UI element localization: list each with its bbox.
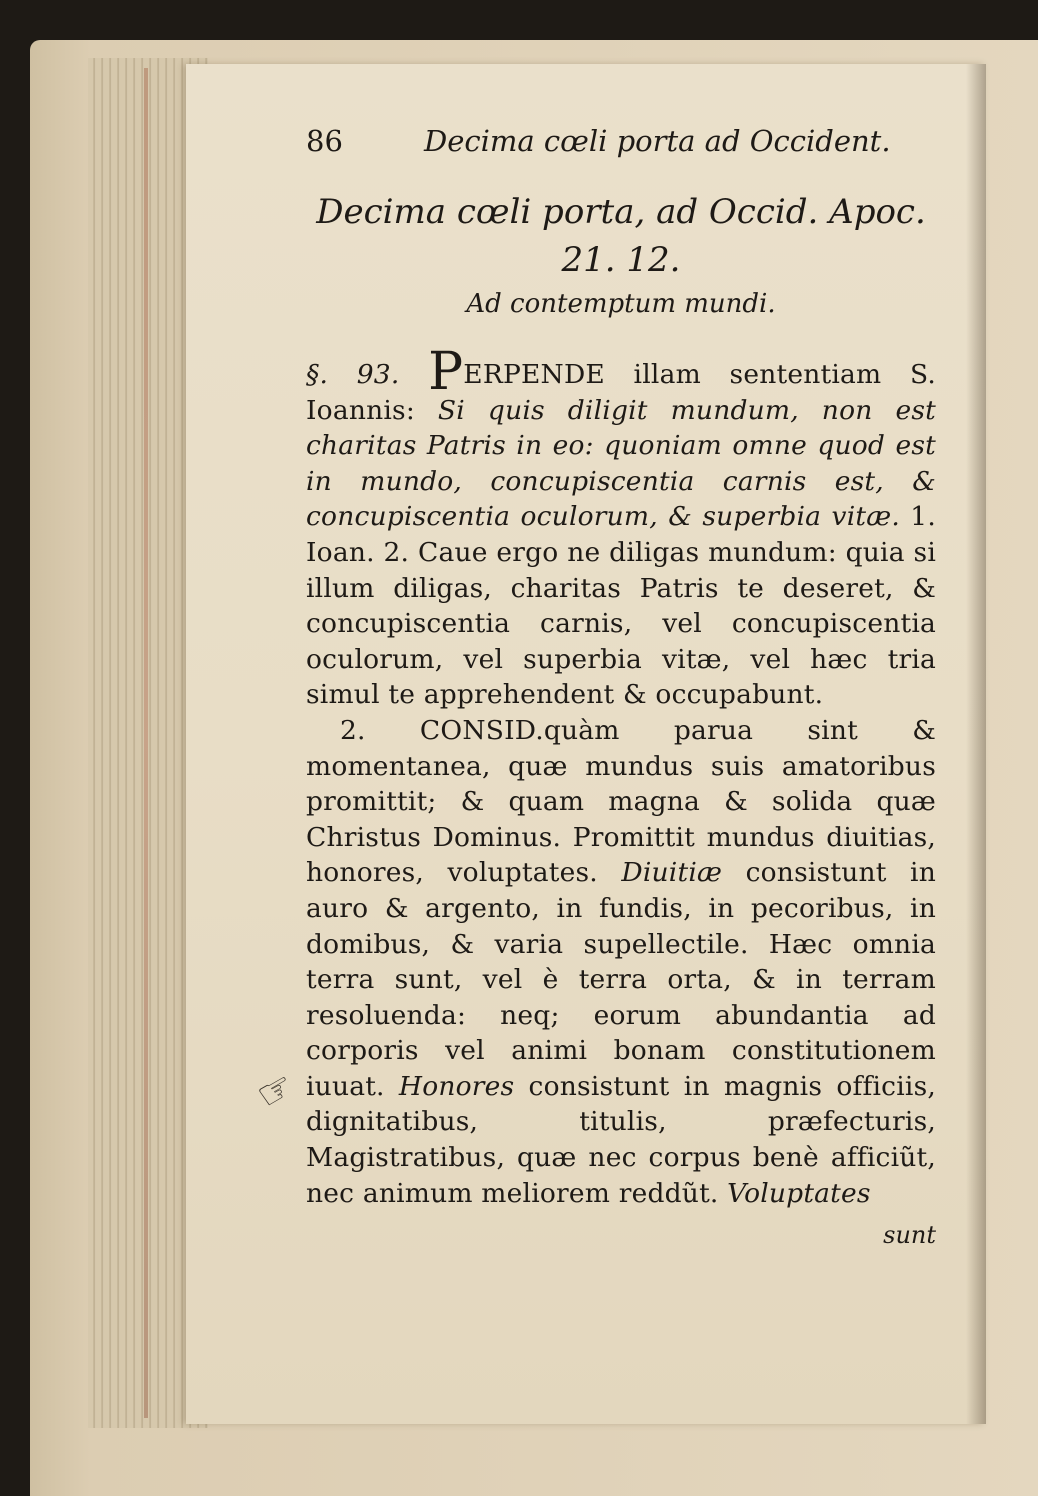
- page-text: [306, 124, 936, 1249]
- paragraph-text: consistunt in magnis officiis, dignitatibus, titulis, præfecturis, Magistratibus, quæ nec corpus benè afficiũt, nec animum meliorem reddũt.: [306, 1070, 936, 1209]
- book-page: [186, 64, 986, 1424]
- emphasis-word: Diuitiæ: [621, 857, 723, 889]
- page-gutter: [966, 64, 986, 1424]
- running-header: [306, 124, 936, 174]
- drop-capital: P: [428, 342, 464, 402]
- paragraph-text: 1. Ioan. 2. Caue ergo ne diligas mundum: quia si illum diligas, charitas Patris te deseret, & concupiscentia carnis, vel concupiscentia oculorum, vel superbia vitæ, vel hæc tria simul te apprehendent & occupabunt.: [306, 501, 936, 711]
- red-page-edge: [144, 68, 148, 1418]
- paragraph-text: illam sententiam S. Ioannis:: [306, 359, 936, 426]
- paragraph-consid: [306, 713, 936, 1211]
- page-number: 86: [306, 124, 343, 158]
- lead-word: CONSID.: [419, 714, 544, 746]
- emphasis-word: Voluptates: [727, 1177, 871, 1209]
- section-number: §. 93.: [306, 359, 400, 390]
- paragraph-number: 2.: [340, 714, 366, 746]
- running-title: Decima cœli porta ad Occident.: [424, 124, 891, 158]
- hand-pointer-icon: ☞: [248, 1062, 303, 1120]
- paragraph-93: [306, 342, 936, 713]
- scripture-quote: Si quis diligit mundum, non est charitas Patris in eo: quoniam omne quod est in mundo, concupiscentia carnis est, & concupiscentia oculorum, & superbia vitæ.: [306, 394, 936, 533]
- emphasis-word: Honores: [398, 1070, 515, 1102]
- lead-word: ERPENDE: [463, 359, 605, 390]
- chapter-title: Decima cœli porta, ad Occid. Apoc. 21. 12.: [316, 192, 926, 280]
- catchword: sunt: [883, 1221, 936, 1250]
- paragraph-text: quàm parua sint & momentanea, quæ mundus suis amatoribus promittit; & quam magna & solida quæ Christus Dominus. Promittit mundus diuitias, honores, voluptates.: [306, 714, 936, 889]
- paragraph-text: consistunt in auro & argento, in fundis, in pecoribus, in domibus, & varia supellectile. Hæc omnia terra sunt, vel è terra orta, & in terram resoluenda: neq; eorum abundantia ad corporis vel animi bonam constitutionem iuuat.: [306, 857, 936, 1102]
- chapter-subtitle: Ad contemptum mundi.: [466, 289, 776, 319]
